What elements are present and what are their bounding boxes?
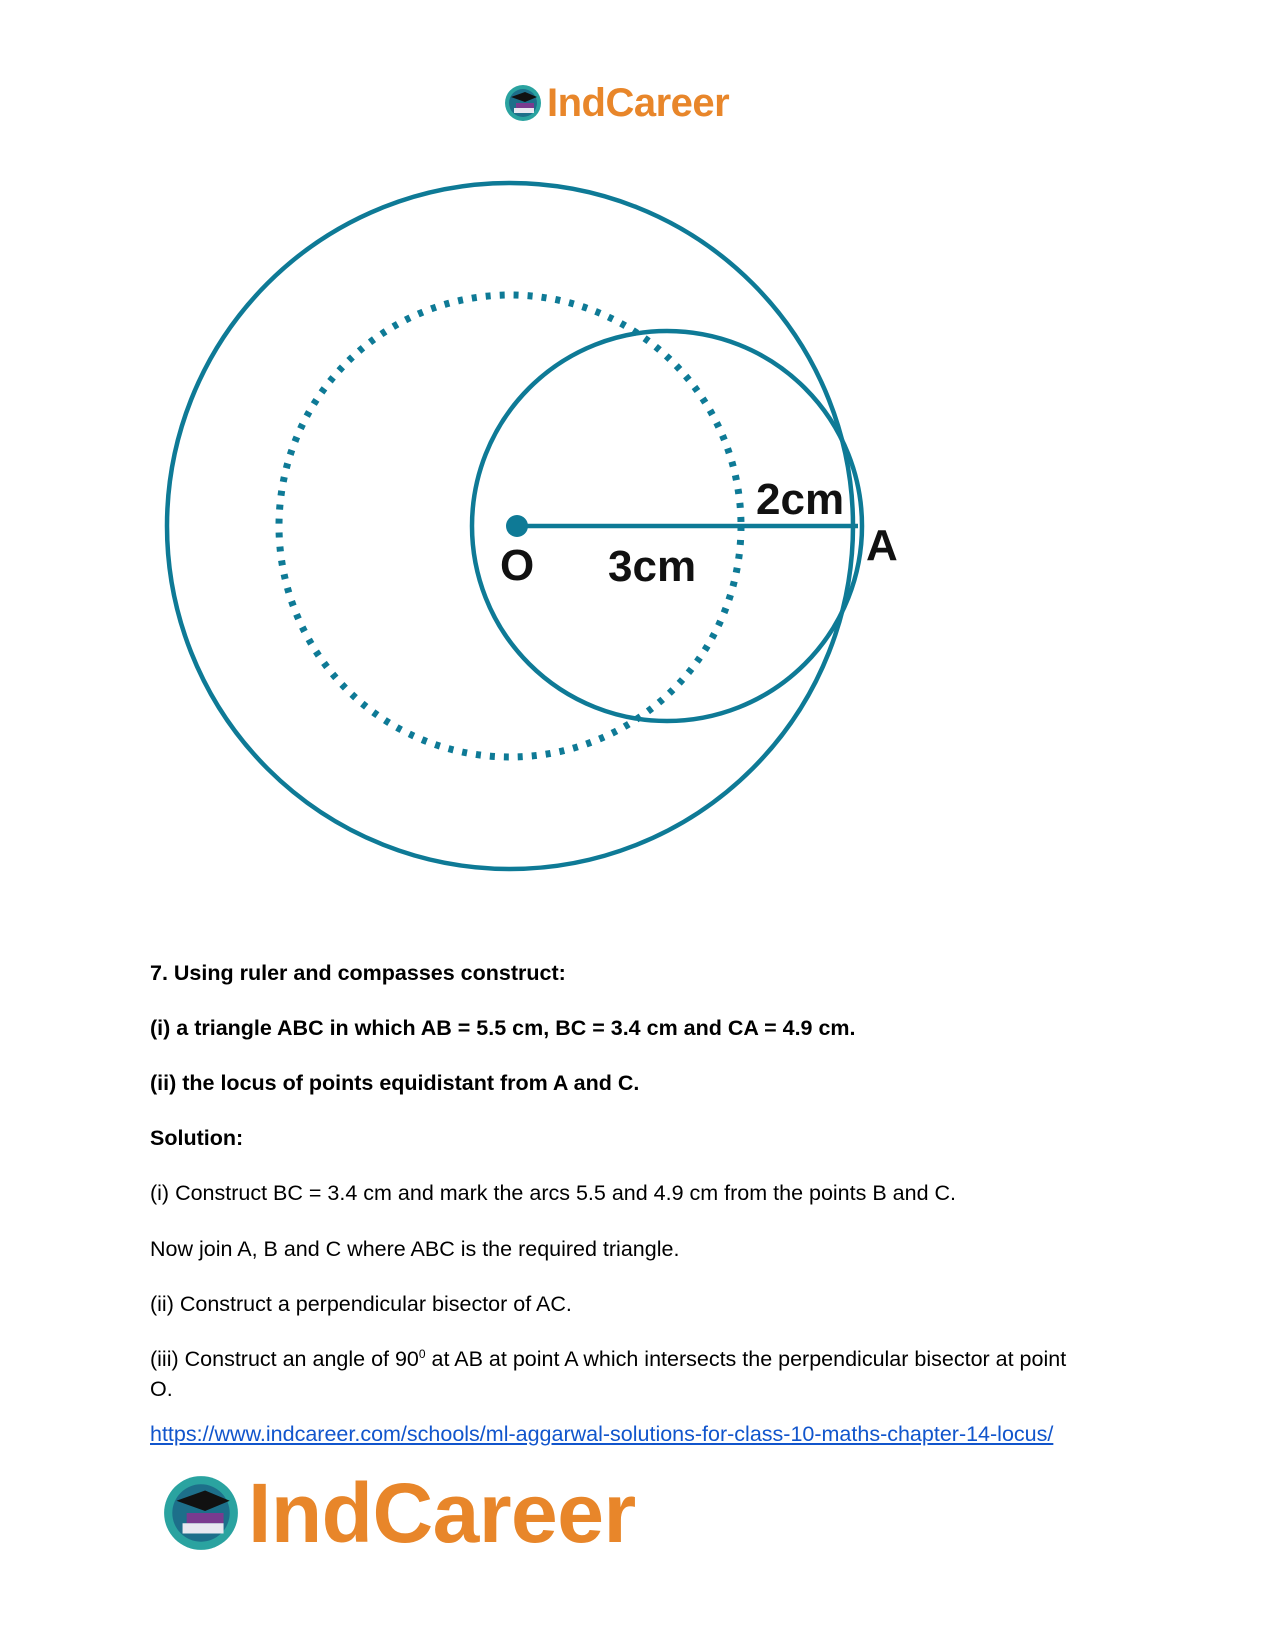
solution-step-ii: (ii) Construct a perpendicular bisector of AC. [150, 1292, 572, 1316]
step-iii-text-start: (iii) Construct an angle of 90 [150, 1347, 419, 1371]
solution-step-iii [150, 1344, 1090, 1404]
point-O-dot [506, 515, 528, 537]
solution-step-join: Now join A, B and C where ABC is the required triangle. [150, 1237, 680, 1261]
label-2cm: 2cm [756, 475, 845, 524]
degree-superscript: 0 [418, 1346, 426, 1361]
question-part-i: (i) a triangle ABC in which AB = 5.5 cm, BC = 3.4 cm and CA = 4.9 cm. [150, 1016, 856, 1040]
label-A: A [866, 521, 898, 570]
solution-step-i: (i) Construct BC = 3.4 cm and mark the arcs 5.5 and 4.9 cm from the points B and C. [150, 1181, 956, 1205]
question-title: 7. Using ruler and compasses construct: [150, 961, 566, 985]
label-O: O [500, 541, 535, 590]
logo-wordmark: IndCareer [547, 80, 730, 125]
solution-heading: Solution: [150, 1126, 244, 1150]
source-link[interactable]: https://www.indcareer.com/schools/ml-aggarwal-solutions-for-class-10-maths-chapter-14-locus/ [150, 1422, 1054, 1446]
question-part-ii: (ii) the locus of points equidistant from A and C. [150, 1071, 640, 1095]
indcareer-logo-bottom [160, 1465, 636, 1560]
indcareer-emblem-icon [503, 83, 543, 123]
logo-wordmark: IndCareer [248, 1465, 636, 1560]
step-iii-text-end: at AB at point A which intersects the perpendicular bisector at point O. [150, 1347, 1067, 1401]
label-3cm: 3cm [608, 542, 697, 591]
locus-circles-diagram [160, 175, 960, 935]
indcareer-emblem-icon [160, 1472, 242, 1554]
indcareer-logo-top [503, 78, 729, 128]
